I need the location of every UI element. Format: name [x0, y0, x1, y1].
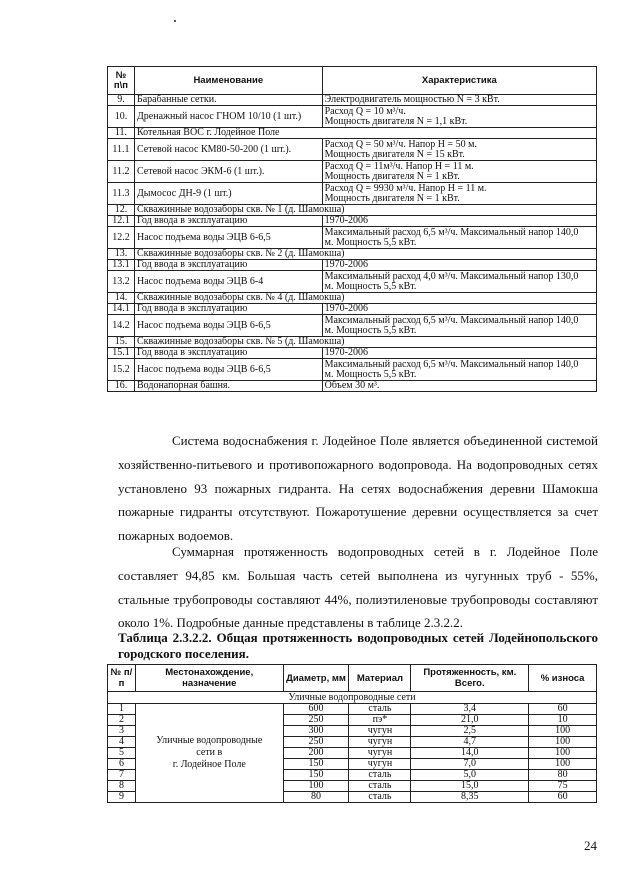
row-number: 13.2 [108, 271, 135, 293]
row-index: 2 [108, 715, 136, 726]
row-name: Насос подъема воды ЭЦВ 6-6,5 [134, 359, 322, 381]
equipment-row [108, 381, 597, 392]
row-number: 15. [108, 337, 135, 348]
row-characteristic [322, 381, 596, 392]
row-number: 14. [108, 293, 135, 304]
wear-cell: 75 [529, 781, 597, 792]
characteristic-line: Расход Q = 11м³/ч. Напор Н = 11 м. [324, 160, 474, 172]
row-name: Насос подъема воды ЭЦВ 6-4 [134, 271, 322, 293]
header-diameter: Диаметр, мм [283, 665, 349, 692]
equipment-row [108, 205, 597, 216]
wear-cell: 100 [529, 726, 597, 737]
header-index: № п/п [108, 665, 136, 692]
row-number: 12. [108, 205, 135, 216]
row-number: 11.2 [108, 161, 135, 183]
location-cell [135, 704, 283, 803]
row-name: Дренажный насос ГНОМ 10/10 (1 шт.) [134, 106, 322, 128]
row-index: 4 [108, 737, 136, 748]
material-cell: сталь [349, 781, 411, 792]
row-name: Барабанные сетки. [134, 95, 322, 106]
header-characteristic: Характеристика [322, 67, 596, 95]
header-location: Местонахождение, назначение [135, 665, 283, 692]
wear-cell: 100 [529, 737, 597, 748]
row-index: 9 [108, 792, 136, 803]
row-name: Дымосос ДН-9 (1 шт.) [134, 183, 322, 205]
header-length: Протяженность, км. Всего. [411, 665, 529, 692]
characteristic-line: Мощность двигателя N = 1,1 кВт. [324, 115, 468, 127]
equipment-row [108, 315, 597, 337]
row-number: 9. [108, 95, 135, 106]
characteristic-line: Расход Q = 10 м³/ч. [324, 105, 406, 117]
paragraph-network-length: Суммарная протяженность водопроводных сетей в г. Лодейное Поле составляет 94,85 км. Большая часть сетей выполнена из чугунных труб - 55%, стальные трубопроводы составляют 44%, полиэтиленовые трубопроводы составляют около 1%. Подробные данные представлены в таблице 2.3.2.2. [118, 544, 598, 631]
characteristic-line: Максимальный расход 6,5 м³/ч. Максимальный напор 140,0 [324, 314, 579, 326]
diameter-cell: 200 [283, 748, 349, 759]
section-title: Скважинные водозаборы скв. № 4 (д. Шамокша) [134, 293, 596, 304]
equipment-row [108, 161, 597, 183]
equipment-row [108, 293, 597, 304]
length-cell: 3,4 [411, 704, 529, 715]
row-name: Сетевой насос ЭКМ-6 (1 шт.). [134, 161, 322, 183]
section-title: Скважинные водозаборы скв. № 1 (д. Шамокша) [134, 205, 596, 216]
diameter-cell: 250 [283, 715, 349, 726]
wear-cell: 60 [529, 792, 597, 803]
row-characteristic [322, 139, 596, 161]
characteristic-line: Расход Q = 50 м³/ч. Напор Н = 50 м. [324, 138, 477, 150]
row-number: 13.1 [108, 260, 135, 271]
row-name: Год ввода в эксплуатацию [134, 348, 322, 359]
equipment-row [108, 139, 597, 161]
row-name: Насос подъема воды ЭЦВ 6-6,5 [134, 227, 322, 249]
paragraph-water-system: Система водоснабжения г. Лодейное Поле является объединенной системой хозяйственно-питьевого и противопожарного водопровода. На водопроводных сетях установлено 93 пожарных гидранта. На сетях водоснабжения деревни Шамокша пожарные гидранты отсутствуют. Пожаротушение деревни осуществляется за счет пожарных водоемов. [118, 433, 598, 544]
row-name: Сетевой насос КМ80-50-200 (1 шт.). [134, 139, 322, 161]
characteristic-line: Объем 30 м³. [324, 380, 380, 391]
row-characteristic [322, 260, 596, 271]
row-characteristic [322, 216, 596, 227]
network-table-header [108, 665, 597, 692]
row-number: 12.1 [108, 216, 135, 227]
row-number: 14.2 [108, 315, 135, 337]
row-characteristic [322, 95, 596, 106]
row-index: 7 [108, 770, 136, 781]
row-index: 1 [108, 704, 136, 715]
diameter-cell: 100 [283, 781, 349, 792]
wear-cell: 80 [529, 770, 597, 781]
row-characteristic [322, 348, 596, 359]
length-cell: 14,0 [411, 748, 529, 759]
location-line: сети в [196, 747, 223, 758]
length-cell: 8,35 [411, 792, 529, 803]
network-length-table [107, 664, 597, 803]
characteristic-line: 1970-2006 [324, 259, 368, 270]
characteristic-line: м. Мощность 5,5 кВт. [324, 280, 417, 292]
wear-cell: 100 [529, 759, 597, 770]
material-cell: чугун [349, 748, 411, 759]
row-number: 14.1 [108, 304, 135, 315]
header-name: Наименование [134, 67, 322, 95]
network-row [108, 704, 597, 715]
equipment-row [108, 271, 597, 293]
wear-cell: 100 [529, 748, 597, 759]
equipment-row [108, 95, 597, 106]
material-cell: чугун [349, 759, 411, 770]
page-number: 24 [584, 838, 597, 853]
characteristic-line: Мощность двигателя N = 1 кВт. [324, 192, 460, 204]
row-index: 5 [108, 748, 136, 759]
diameter-cell: 600 [283, 704, 349, 715]
row-number: 16. [108, 381, 135, 392]
characteristic-line: Мощность двигателя N = 15 кВт. [324, 148, 465, 160]
characteristic-line: Максимальный расход 6,5 м³/ч. Максимальный напор 140,0 [324, 226, 579, 238]
wear-cell: 10 [529, 715, 597, 726]
location-line: Уличные водопроводные [156, 735, 263, 746]
row-characteristic [322, 161, 596, 183]
equipment-row [108, 106, 597, 128]
equipment-row [108, 216, 597, 227]
section-title: Скважинные водозаборы скв. № 2 (д. Шамокша) [134, 249, 596, 260]
row-characteristic [322, 315, 596, 337]
header-material: Материал [349, 665, 411, 692]
equipment-row [108, 260, 597, 271]
diameter-cell: 150 [283, 759, 349, 770]
wear-cell: 60 [529, 704, 597, 715]
characteristic-line: Максимальный расход 6,5 м³/ч. Максимальный напор 140,0 [324, 358, 579, 370]
characteristic-line: 1970-2006 [324, 215, 368, 226]
length-cell: 5,0 [411, 770, 529, 781]
equipment-row [108, 249, 597, 260]
row-characteristic [322, 304, 596, 315]
characteristic-line: Мощность двигателя N = 1 кВт. [324, 170, 460, 182]
characteristic-line: м. Мощность 5,5 кВт. [324, 368, 417, 380]
equipment-row [108, 128, 597, 139]
row-number: 15.1 [108, 348, 135, 359]
table-caption: Таблица 2.3.2.2. Общая протяженность водопроводных сетей Лодейнопольского городского поселения. [118, 630, 598, 661]
row-index: 8 [108, 781, 136, 792]
header-wear: % износа [529, 665, 597, 692]
row-characteristic [322, 271, 596, 293]
row-characteristic [322, 227, 596, 249]
characteristic-line: Электродвигатель мощностью N = 3 кВт. [324, 94, 500, 105]
equipment-table [107, 66, 597, 392]
equipment-row [108, 227, 597, 249]
material-cell: чугун [349, 726, 411, 737]
row-number: 11.1 [108, 139, 135, 161]
equipment-row [108, 348, 597, 359]
row-name: Год ввода в эксплуатацию [134, 216, 322, 227]
equipment-row [108, 359, 597, 381]
length-cell: 7,0 [411, 759, 529, 770]
characteristic-line: Максимальный расход 4,0 м³/ч. Максимальный напор 130,0 [324, 270, 579, 282]
diameter-cell: 250 [283, 737, 349, 748]
section-title: Котельная ВОС г. Лодейное Поле [134, 128, 596, 139]
material-cell: сталь [349, 770, 411, 781]
material-cell: чугун [349, 737, 411, 748]
location-line: г. Лодейное Поле [172, 759, 246, 770]
row-name: Насос подъема воды ЭЦВ 6-6,5 [134, 315, 322, 337]
row-characteristic [322, 106, 596, 128]
equipment-row [108, 304, 597, 315]
characteristic-line: Расход Q = 9930 м³/ч. Напор Н = 11 м. [324, 182, 487, 194]
row-name: Год ввода в эксплуатацию [134, 304, 322, 315]
row-number: 12.2 [108, 227, 135, 249]
diameter-cell: 80 [283, 792, 349, 803]
length-cell: 15,0 [411, 781, 529, 792]
characteristic-line: 1970-2006 [324, 303, 368, 314]
material-cell: сталь [349, 704, 411, 715]
diameter-cell: 150 [283, 770, 349, 781]
equipment-row [108, 183, 597, 205]
characteristic-line: 1970-2006 [324, 347, 368, 358]
equipment-row [108, 337, 597, 348]
scan-speck [174, 20, 176, 22]
row-name: Водонапорная башня. [134, 381, 322, 392]
row-number: 15.2 [108, 359, 135, 381]
length-cell: 4,7 [411, 737, 529, 748]
row-index: 3 [108, 726, 136, 737]
row-name: Год ввода в эксплуатацию [134, 260, 322, 271]
section-label: Уличные водопроводные сети [108, 692, 597, 704]
material-cell: сталь [349, 792, 411, 803]
row-characteristic [322, 183, 596, 205]
row-number: 11.3 [108, 183, 135, 205]
characteristic-line: м. Мощность 5,5 кВт. [324, 324, 417, 336]
row-characteristic [322, 359, 596, 381]
row-number: 13. [108, 249, 135, 260]
characteristic-line: м. Мощность 5,5 кВт. [324, 236, 417, 248]
material-cell: пэ* [349, 715, 411, 726]
length-cell: 2,5 [411, 726, 529, 737]
row-number: 11. [108, 128, 135, 139]
diameter-cell: 300 [283, 726, 349, 737]
network-section-row [108, 692, 597, 704]
section-title: Скважинные водозаборы скв. № 5 (д. Шамокша) [134, 337, 596, 348]
row-number: 10. [108, 106, 135, 128]
equipment-table-header [108, 67, 597, 95]
length-cell: 21,0 [411, 715, 529, 726]
header-number: № п\п [108, 67, 135, 95]
row-index: 6 [108, 759, 136, 770]
